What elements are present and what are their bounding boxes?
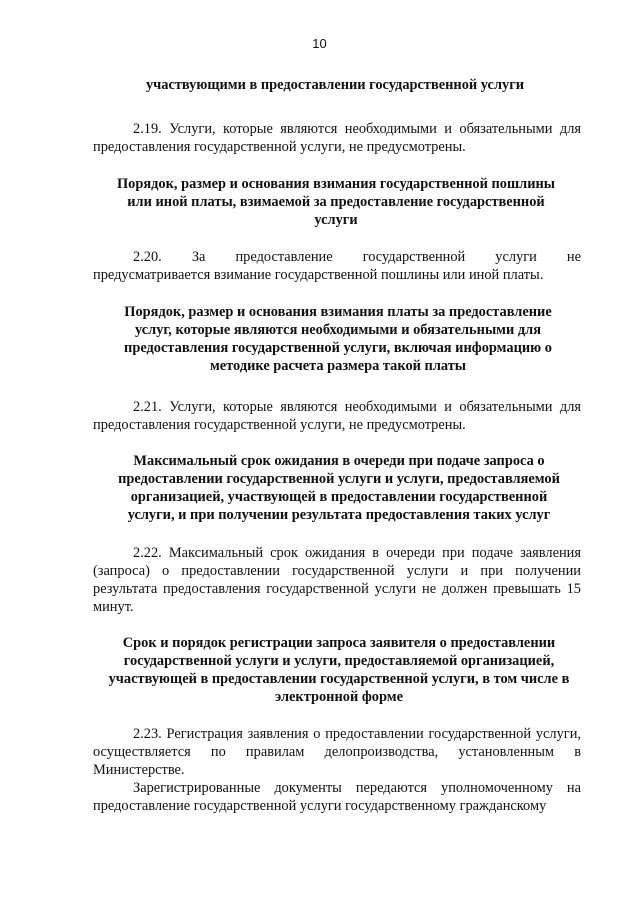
paragraph-2-20-line2: предусматривается взимание государственной пошлины или иной платы. <box>93 267 544 283</box>
paragraph-2-23: 2.23. Регистрация заявления о предоставлении государственной услуги, осуществляется по правилам делопроизводства, установленным в Министерстве. <box>93 726 581 778</box>
paragraph-2-20-line1: 2.20. За предоставление государственной услуги не <box>133 249 581 265</box>
paragraph-2-21: 2.21. Услуги, которые являются необходимыми и обязательными для предоставления государственной услуги, не предусмотрены. <box>93 399 581 433</box>
section-heading-continued: участвующими в предоставлении государственной услуги <box>145 77 525 93</box>
paragraph-2-23-continued: Зарегистрированные документы передаются уполномоченному на предоставление государственной услуги государственному гражданскому <box>93 780 581 814</box>
heading-state-duty: Порядок, размер и основания взимания государственной пошлины или иной платы, взимаемой за предоставление государственной услуги <box>116 176 556 228</box>
heading-registration: Срок и порядок регистрации запроса заявителя о предоставлении государственной услуги и услуги, предоставляемой организацией, участвующей в предоставлении государственной услуги, в том числе в электронной форме <box>108 635 570 705</box>
page-number: 10 <box>312 36 327 51</box>
paragraph-2-22: 2.22. Максимальный срок ожидания в очереди при подаче заявления (запроса) о предоставлении государственной услуги и при получении результата предоставления государственной услуги не должен превышать 15 минут. <box>93 545 581 615</box>
paragraph-2-19: 2.19. Услуги, которые являются необходимыми и обязательными для предоставления государственной услуги, не предусмотрены. <box>93 121 581 155</box>
heading-payment-procedure: Порядок, размер и основания взимания платы за предоставление услуг, которые являются необходимыми и обязательными для предоставления государственной услуги, включая информацию о методике расчета размера такой платы <box>124 304 552 374</box>
heading-waiting-time: Максимальный срок ожидания в очереди при подаче запроса о предоставлении государственной услуги и услуги, предоставляемой организацией, участвующей в предоставлении государственной услуги, и при получении результата предоставления таких услуг <box>118 453 560 523</box>
